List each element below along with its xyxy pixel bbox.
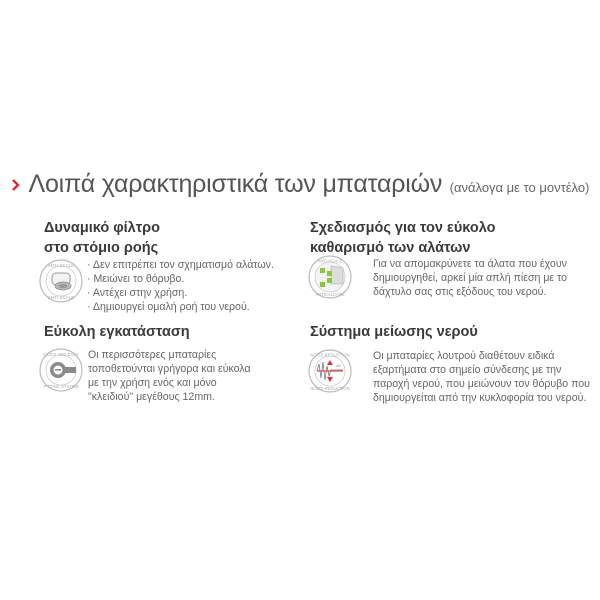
text-line: Οι περισσότερες μπαταρίες [88,349,217,361]
feature-easy-clean [310,218,568,298]
anti-scale-easy-clean-icon [307,254,353,300]
svg-text:ANTICALCARE: ANTICALCARE [315,292,345,297]
feature-description [88,348,251,404]
bullet-item: · Αντέχει στην χρήση. [87,286,274,300]
text-line: δημιουργηθεί, αρκεί μία απλή πίεση με το [373,272,568,284]
anti-scale-aerator-icon [38,258,84,304]
feature-heading: Δυναμικό φίλτρο στο στόμιο ροής [44,220,160,256]
title-main: Λοιπά χαρακτηριστικά των μπαταριών [28,170,443,198]
svg-text:NOISE-REDUCTION: NOISE-REDUCTION [310,352,350,358]
bullet-item: · Μειώνει το θόρυβο. [87,272,274,286]
svg-text:ANTI-SCALE: ANTI-SCALE [317,258,343,264]
text-line: τοποθετούνται γρήγορα και εύκολα [88,363,251,375]
quick-easy-fitting-icon [38,347,84,393]
svg-text:QUICK AND EASY: QUICK AND EASY [43,352,79,357]
feature-dynamic-filter [44,218,274,313]
svg-text:ANTI-SCALE: ANTI-SCALE [47,295,75,300]
red-chevron-icon [12,179,20,191]
feature-heading: Σχεδιασμός για τον εύκολο καθαρισμό των αλάτων [310,220,496,256]
feature-description [373,349,590,405]
text-line: με την χρήση ενός και μόνο [88,377,217,389]
title-note: (ανάλογα με το μοντέλο) [449,180,590,195]
text-line: παροχή νερού, που μειώνουν τον θόρυβο που [373,378,590,390]
feature-description [373,257,567,299]
text-line: δάχτυλο σας στις εξόδους του νερού. [373,286,547,298]
noise-reduction-icon [307,348,353,394]
text-line: "κλειδιού" μεγέθους 12mm. [88,391,215,403]
feature-noise-reduction [310,322,590,404]
svg-text:FITTING SYSTEM: FITTING SYSTEM [43,384,79,389]
feature-heading: Εύκολη εγκατάσταση [44,324,190,340]
feature-bullets [87,258,274,314]
svg-text:dB: dB [336,363,341,368]
bullet-item: · Δημιουργεί ομαλή ροή του νερού. [87,300,274,314]
bullet-item: · Δεν επιτρέπει τον σχηματισμό αλάτων. [87,258,274,272]
text-line: εξαρτήματα στο σημείο σύνδεσης με την [373,364,562,376]
text-line: δημιουργείται από την κυκλοφορία του νερού. [373,392,587,404]
feature-easy-installation [43,322,251,403]
feature-heading: Σύστημα μείωσης νερού [310,324,478,340]
svg-text:NOISE-REDUCTION: NOISE-REDUCTION [310,386,350,391]
text-line: Οι μπαταρίες λουτρού διαθέτουν ειδικά [373,350,555,362]
text-line: Για να απομακρύνετε τα άλατα που έχουν [373,258,567,270]
svg-text:ANTI-SCALE: ANTI-SCALE [47,263,75,268]
section-title [12,170,589,199]
